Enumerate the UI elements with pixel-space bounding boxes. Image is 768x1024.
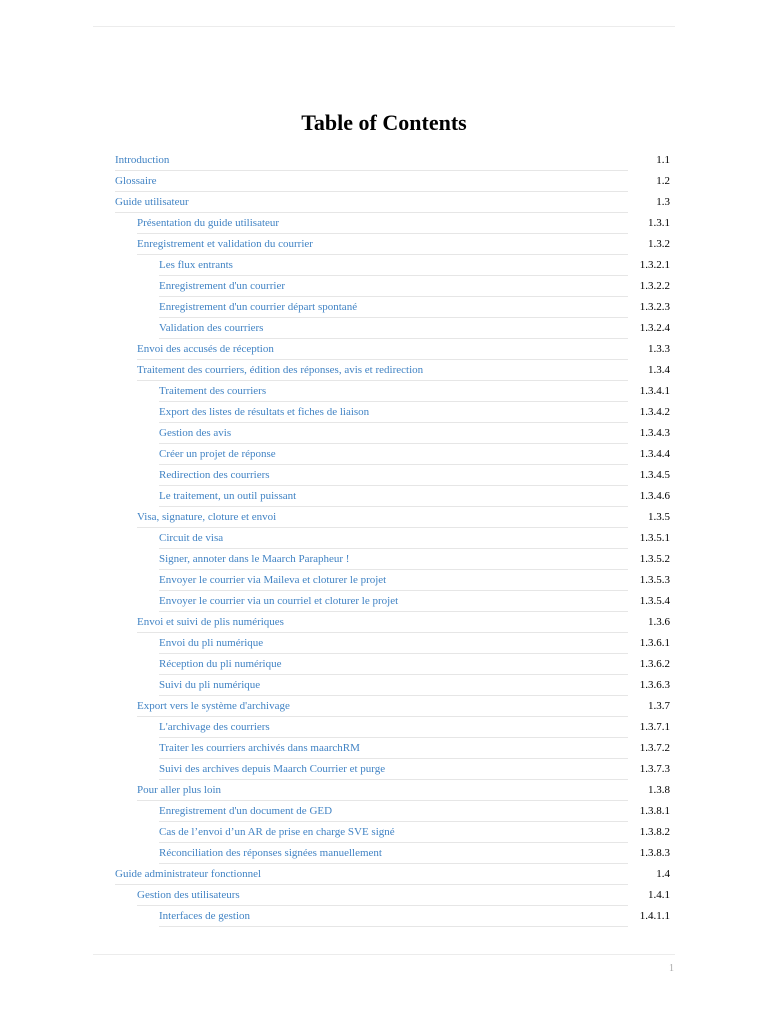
toc-entry: [159, 801, 628, 822]
toc-entry: [159, 654, 628, 675]
toc-item: [0, 612, 768, 633]
toc-section-number: 1.3.6.3: [639, 679, 670, 691]
toc-item: [0, 444, 768, 465]
toc-link[interactable]: Guide utilisateur: [115, 196, 189, 208]
toc-entry: [159, 423, 628, 444]
toc-item: [0, 318, 768, 339]
toc-section-number: 1.3.7: [648, 700, 670, 712]
toc-section-number: 1.3.2.1: [639, 259, 670, 271]
toc-link[interactable]: Réconciliation des réponses signées manuellement: [159, 847, 382, 859]
toc-section-number: 1.3.4.6: [639, 490, 670, 502]
toc-entry: [137, 360, 628, 381]
toc-section-number: 1.3.4.4: [639, 448, 670, 460]
toc-section-number: 1.3.2.4: [639, 322, 670, 334]
toc-entry: [115, 192, 628, 213]
toc-link[interactable]: Créer un projet de réponse: [159, 448, 276, 460]
toc-item: [0, 360, 768, 381]
toc-item: [0, 423, 768, 444]
toc-entry: [137, 780, 628, 801]
toc-link[interactable]: Export vers le système d'archivage: [137, 700, 290, 712]
toc-entry: [137, 885, 628, 906]
toc-entry: [159, 381, 628, 402]
toc-item: [0, 486, 768, 507]
toc-link[interactable]: Envoi du pli numérique: [159, 637, 264, 649]
toc-section-number: 1.3.3: [648, 343, 670, 355]
toc-entry: [159, 297, 628, 318]
toc-entry: [159, 675, 628, 696]
toc-link[interactable]: L'archivage des courriers: [159, 721, 270, 733]
toc-item: [0, 738, 768, 759]
toc-link[interactable]: Envoi des accusés de réception: [137, 343, 274, 355]
toc-entry: [159, 843, 628, 864]
toc-section-number: 1.3.2: [648, 238, 670, 250]
toc-section-number: 1.3.8.1: [639, 805, 670, 817]
toc-item: [0, 507, 768, 528]
toc-link[interactable]: Interfaces de gestion: [159, 910, 251, 922]
toc-link[interactable]: Le traitement, un outil puissant: [159, 490, 297, 502]
toc-entry: [137, 612, 628, 633]
toc-section-number: 1.3.4.5: [639, 469, 670, 481]
toc-entry: [159, 486, 628, 507]
toc-link[interactable]: Guide administrateur fonctionnel: [115, 868, 262, 880]
toc-link[interactable]: Redirection des courriers: [159, 469, 270, 481]
toc-link[interactable]: Cas de l’envoi d’un AR de prise en charge SVE signé: [159, 826, 395, 838]
toc-entry: [115, 150, 628, 171]
toc-entry: [159, 465, 628, 486]
toc-entry: [137, 696, 628, 717]
toc-entry: [159, 276, 628, 297]
toc-entry: [159, 633, 628, 654]
toc-section-number: 1.3.8.2: [639, 826, 670, 838]
toc-link[interactable]: Signer, annoter dans le Maarch Parapheur !: [159, 553, 350, 565]
toc-section-number: 1.3.7.3: [639, 763, 670, 775]
toc-link[interactable]: Glossaire: [115, 175, 157, 187]
toc-section-number: 1.2: [656, 175, 670, 187]
toc-section-number: 1.3.5.2: [639, 553, 670, 565]
toc-entry: [137, 507, 628, 528]
toc-item: [0, 570, 768, 591]
toc-entry: [159, 402, 628, 423]
page-number: 1: [669, 963, 674, 974]
toc-section-number: 1.3.5: [648, 511, 670, 523]
toc-section-number: 1.4.1.1: [639, 910, 670, 922]
toc-link[interactable]: Envoi et suivi de plis numériques: [137, 616, 284, 628]
toc-item: [0, 402, 768, 423]
toc-section-number: 1.3.7.2: [639, 742, 670, 754]
toc-link[interactable]: Suivi du pli numérique: [159, 679, 261, 691]
toc-item: [0, 717, 768, 738]
toc-entry: [159, 528, 628, 549]
toc-entry: [159, 738, 628, 759]
toc-item: [0, 234, 768, 255]
toc-section-number: 1.3.8: [648, 784, 670, 796]
toc-section-number: 1.3.4.1: [639, 385, 670, 397]
toc-entry: [159, 717, 628, 738]
toc-link[interactable]: Présentation du guide utilisateur: [137, 217, 280, 229]
toc-link[interactable]: Enregistrement d'un courrier: [159, 280, 285, 292]
toc-section-number: 1.3.4: [648, 364, 670, 376]
toc-item: [0, 528, 768, 549]
toc-item: [0, 759, 768, 780]
toc-entry: [137, 339, 628, 360]
toc-section-number: 1.3.4.2: [639, 406, 670, 418]
toc-entry: [137, 213, 628, 234]
toc-item: [0, 276, 768, 297]
toc-link[interactable]: Suivi des archives depuis Maarch Courrier et purge: [159, 763, 386, 775]
toc-link[interactable]: Réception du pli numérique: [159, 658, 282, 670]
toc-section-number: 1.1: [656, 154, 670, 166]
toc-entry: [159, 570, 628, 591]
toc-entry: [115, 171, 628, 192]
toc-entry: [115, 864, 628, 885]
toc-section-number: 1.3: [656, 196, 670, 208]
toc-item: [0, 381, 768, 402]
toc-link[interactable]: Envoyer le courrier via Maileva et cloturer le projet: [159, 574, 387, 586]
toc-link[interactable]: Validation des courriers: [159, 322, 264, 334]
toc-link[interactable]: Enregistrement d'un courrier départ spontané: [159, 301, 358, 313]
toc-section-number: 1.3.6.1: [639, 637, 670, 649]
toc-entry: [159, 759, 628, 780]
toc-item: [0, 465, 768, 486]
toc-link[interactable]: Gestion des avis: [159, 427, 232, 439]
toc-link[interactable]: Enregistrement d'un document de GED: [159, 805, 333, 817]
toc-section-number: 1.3.5.1: [639, 532, 670, 544]
toc-item: [0, 801, 768, 822]
toc-section-number: 1.3.4.3: [639, 427, 670, 439]
toc-item: [0, 780, 768, 801]
toc-item: [0, 864, 768, 885]
toc-link[interactable]: Traitement des courriers: [159, 385, 267, 397]
toc-section-number: 1.4.1: [648, 889, 670, 901]
toc-entry: [159, 822, 628, 843]
toc-section-number: 1.3.1: [648, 217, 670, 229]
toc-entry: [137, 234, 628, 255]
toc-section-number: 1.3.2.3: [639, 301, 670, 313]
toc-entry: [159, 444, 628, 465]
toc-section-number: 1.3.5.3: [639, 574, 670, 586]
toc-link[interactable]: Pour aller plus loin: [137, 784, 222, 796]
toc-link[interactable]: Introduction: [115, 154, 170, 166]
toc-section-number: 1.3.6.2: [639, 658, 670, 670]
toc-section-number: 1.3.5.4: [639, 595, 670, 607]
toc-item: [0, 549, 768, 570]
toc-link[interactable]: Visa, signature, cloture et envoi: [137, 511, 277, 523]
toc-item: [0, 171, 768, 192]
footer-rule: [93, 954, 675, 955]
page-title: Table of Contents: [301, 110, 467, 135]
toc-item: [0, 822, 768, 843]
toc-link[interactable]: Les flux entrants: [159, 259, 233, 271]
toc-section-number: 1.3.8.3: [639, 847, 670, 859]
header-rule: [93, 26, 675, 27]
toc-link[interactable]: Export des listes de résultats et fiches de liaison: [159, 406, 370, 418]
toc-item: [0, 696, 768, 717]
toc-item: [0, 654, 768, 675]
toc-item: [0, 150, 768, 171]
toc-item: [0, 906, 768, 927]
toc-item: [0, 675, 768, 696]
toc-item: [0, 339, 768, 360]
toc-section-number: 1.3.2.2: [639, 280, 670, 292]
toc-section-number: 1.3.6: [648, 616, 670, 628]
toc-item: [0, 843, 768, 864]
toc-link[interactable]: Envoyer le courrier via un courriel et cloturer le projet: [159, 595, 399, 607]
toc-entry: [159, 318, 628, 339]
toc-link[interactable]: Traitement des courriers, édition des réponses, avis et redirection: [137, 364, 424, 376]
toc-entry: [159, 906, 628, 927]
toc-item: [0, 213, 768, 234]
toc-section-number: 1.3.7.1: [639, 721, 670, 733]
toc-link[interactable]: Gestion des utilisateurs: [137, 889, 240, 901]
toc-entry: [159, 255, 628, 276]
toc-item: [0, 633, 768, 654]
toc-link[interactable]: Traiter les courriers archivés dans maarchRM: [159, 742, 360, 754]
toc-link[interactable]: Circuit de visa: [159, 532, 224, 544]
toc-item: [0, 297, 768, 318]
toc-entry: [159, 549, 628, 570]
toc-entry: [159, 591, 628, 612]
toc-item: [0, 591, 768, 612]
toc-link[interactable]: Enregistrement et validation du courrier: [137, 238, 313, 250]
toc-section-number: 1.4: [656, 868, 670, 880]
toc-item: [0, 885, 768, 906]
toc-item: [0, 255, 768, 276]
toc-item: [0, 192, 768, 213]
